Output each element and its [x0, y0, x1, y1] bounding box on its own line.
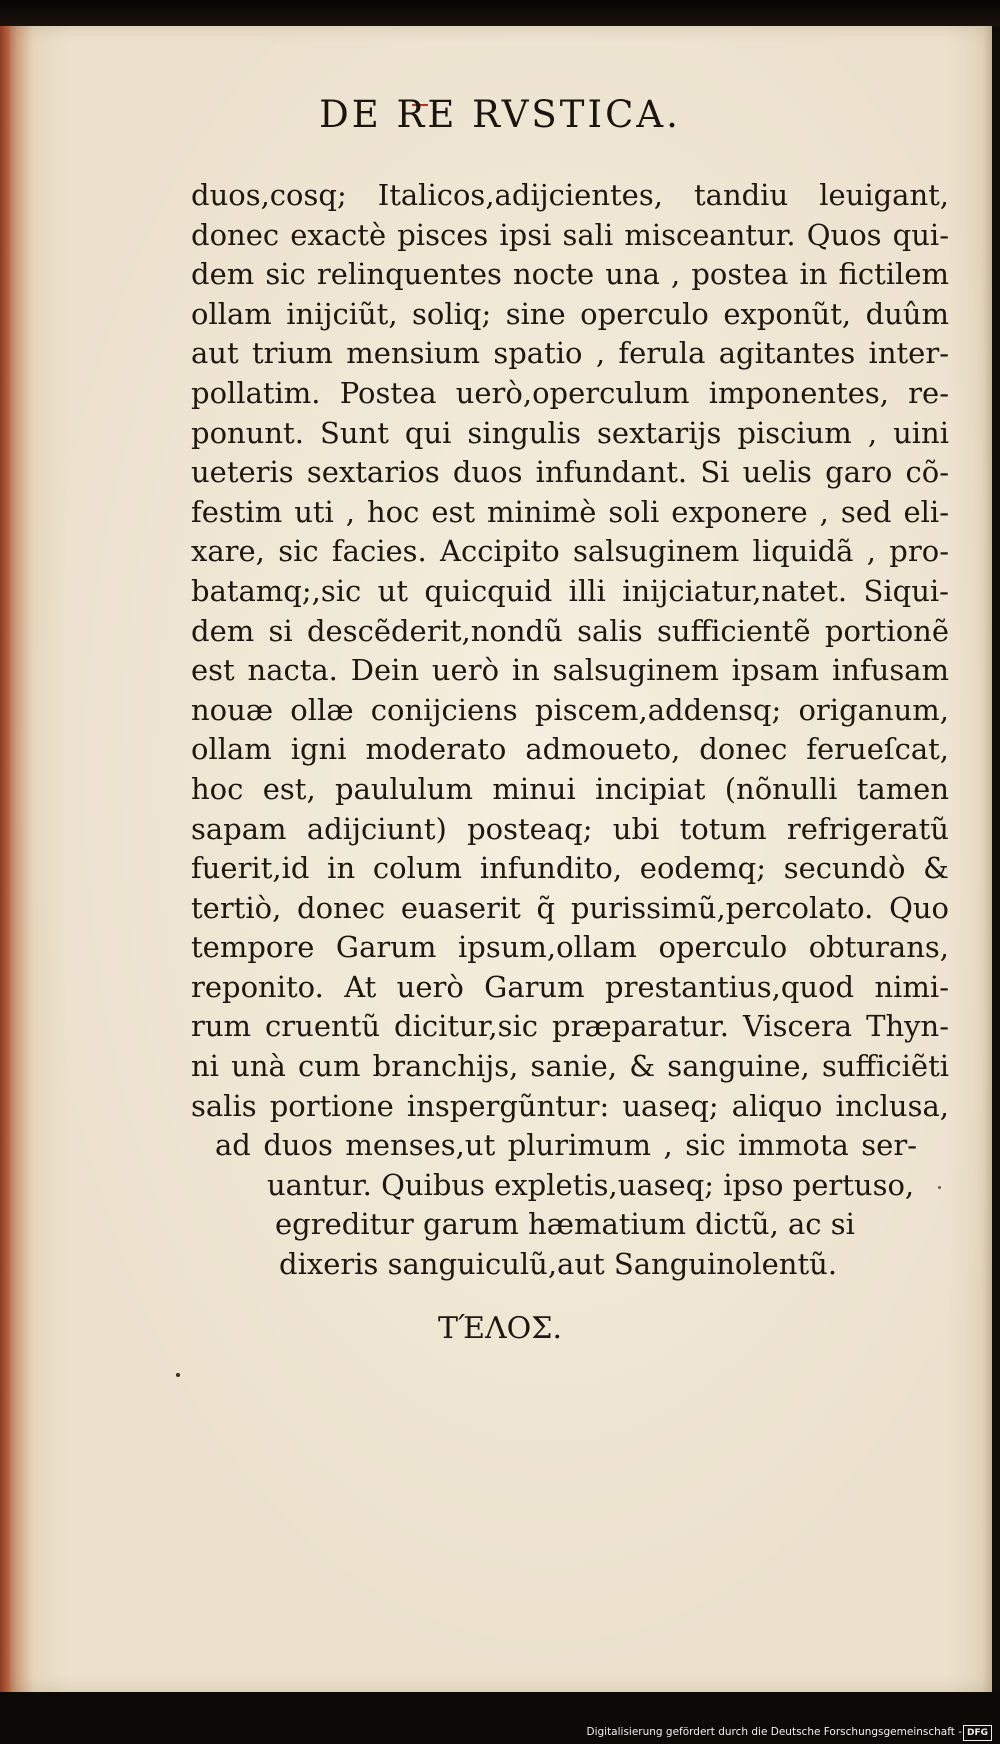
- text-line: xare, sic facies. Accipito salsuginem liquidã , pro-: [191, 534, 949, 569]
- page-edge-left: [0, 26, 10, 1692]
- text-line: ollam inijciũt, soliq; sine operculo exponũt, duûm: [191, 296, 949, 331]
- text-line: donec exactè pisces ipsi sali misceantur. Quos qui-: [191, 217, 949, 252]
- text-line: tempore Garum ipsum,ollam operculo obturans,: [191, 930, 949, 965]
- text-line: batamq;,sic ut quicquid illi inijciatur,natet. Siqui-: [191, 573, 949, 608]
- digitization-credit: Digitalisierung gefördert durch die Deutsche Forschungsgemeinschaft -: [586, 1726, 962, 1738]
- text-line: dem si descẽderit,nondũ salis sufficientẽ portionẽ: [191, 613, 949, 648]
- ink-speck: [176, 1373, 180, 1377]
- text-line: dixeris sanguiculũ,aut Sanguinolentũ.: [279, 1247, 838, 1282]
- text-line: ni unà cum branchijs, sanie, & sanguine, sufficiẽti: [191, 1049, 949, 1084]
- text-line: egreditur garum hæmatium dictũ, ac si: [275, 1207, 855, 1242]
- text-line: pollatim. Postea uerò,operculum imponentes, re-: [191, 375, 949, 410]
- text-line: duos,cosq; Italicos,adijcientes, tandiu leuigant,: [191, 178, 949, 212]
- body-text: [191, 176, 949, 1285]
- text-line: salis portione inspergũntur: uaseq; aliquo inclusa,: [191, 1088, 949, 1123]
- text-line: festim uti , hoc est minimè soli exponere , sed eli-: [191, 494, 949, 529]
- text-line: ponunt. Sunt qui singulis sextarijs piscium , uini: [191, 415, 949, 450]
- text-line: aut trium mensium spatio , ferula agitantes inter-: [191, 336, 949, 371]
- text-line: fuerit,id in colum infundito, eodemq; secundò &: [191, 851, 949, 886]
- finis-mark: ΤΈΛΟΣ.: [437, 1311, 562, 1346]
- scan-border-top: [0, 0, 1000, 26]
- text-line: est nacta. Dein uerò in salsuginem ipsam infusam: [191, 653, 949, 688]
- text-line: rum cruentũ dicitur,sic præparatur. Viscera Thyn-: [191, 1009, 949, 1044]
- text-line: hoc est, paululum minui incipiat (nõnulli tamen: [191, 771, 949, 806]
- dfg-logo: DFG: [963, 1725, 992, 1741]
- text-line: reponito. At uerò Garum prestantius,quod nimi-: [191, 969, 949, 1004]
- text-line: uantur. Quibus expletis,uaseq; ipso pertuso,: [267, 1167, 915, 1202]
- text-line: ueteris sextarios duos infundant. Si uelis garo cõ-: [191, 455, 949, 490]
- text-line: dem sic relinquentes nocte una , postea in fictilem: [191, 257, 949, 292]
- running-head: DE RE RVSTICA.: [319, 93, 681, 136]
- text-line: sapam adijciunt) posteaq; ubi totum refrigeratũ: [191, 811, 949, 846]
- ink-speck: [938, 1186, 941, 1189]
- text-line: ad duos menses,ut plurimum , sic immota ser-: [215, 1128, 917, 1163]
- text-line: nouæ ollæ conijciens piscem,addensq; origanum,: [191, 692, 949, 727]
- text-line: ollam igni moderato admoueto, donec ferueſcat,: [191, 732, 949, 767]
- text-line: tertiò, donec euaserit q̃ purissimũ,percolato. Quo: [191, 890, 949, 925]
